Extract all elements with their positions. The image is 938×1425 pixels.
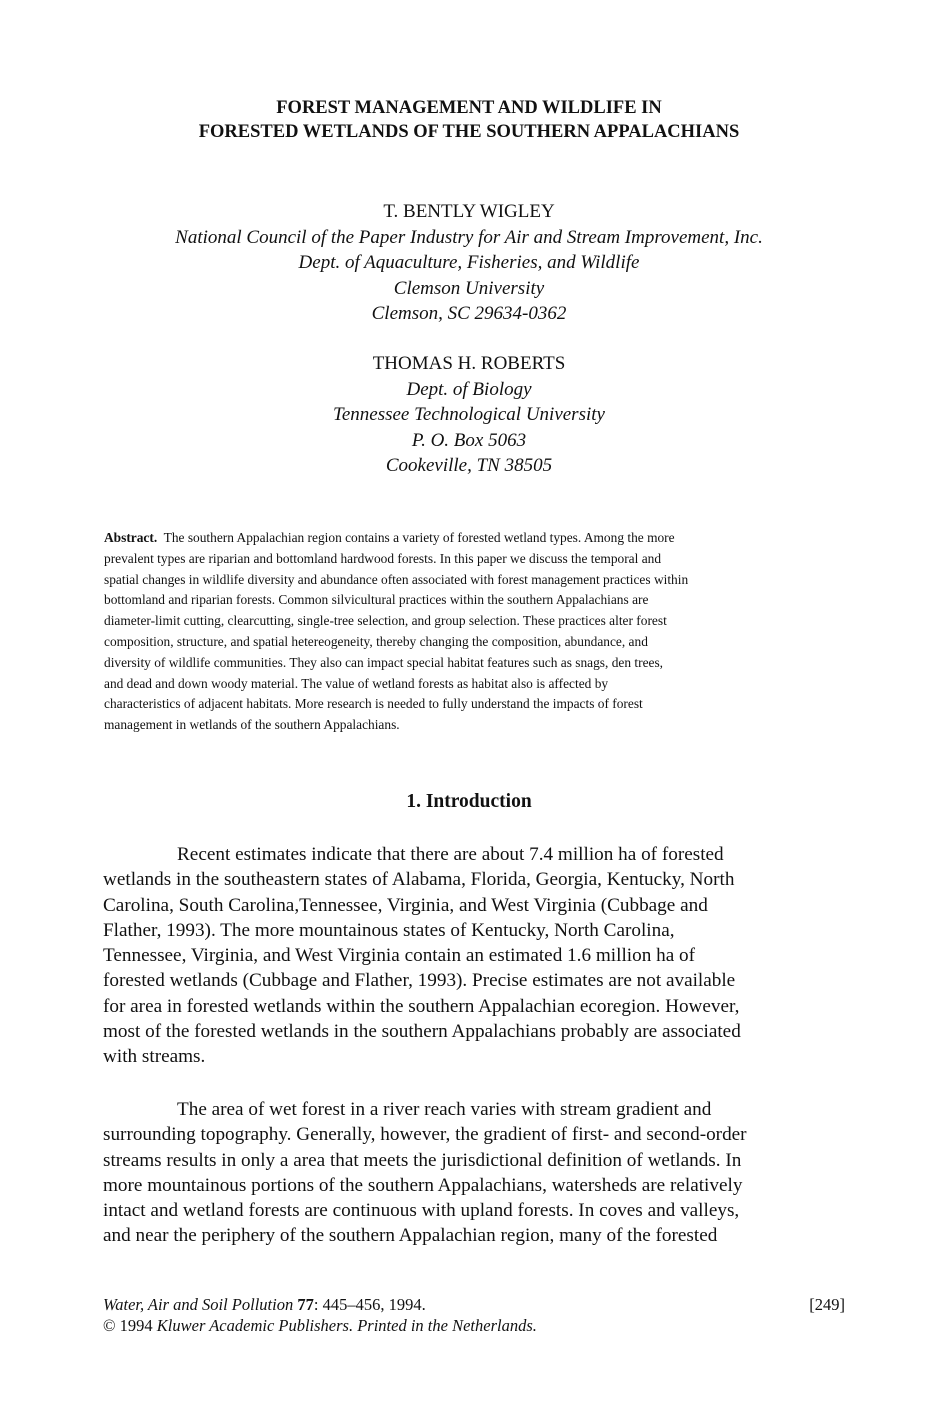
author-affiliation: Clemson University [393,277,545,299]
abstract-text: The southern Appalachian region contains a variety of forested wetland types. Among the more [163,530,675,545]
title-line-1: FOREST MANAGEMENT AND WILDLIFE IN [276,98,662,118]
paragraph-line: and near the periphery of the southern Appalachian region, many of the forested [103,1225,718,1247]
paragraph-line: intact and wetland forests are continuous with upland forests. In coves and valleys, [103,1200,740,1222]
abstract-line: diameter-limit cutting, clearcutting, single-tree selection, and group selection. These practices alter forest [104,613,667,629]
page-footer [103,1294,845,1336]
author-affiliation: Tennessee Technological University [333,404,605,425]
author-affiliation: National Council of the Paper Industry for Air and Stream Improvement, Inc. [175,226,763,248]
title-line-2: FORESTED WETLANDS OF THE SOUTHERN APPALACHIANS [198,122,740,142]
paper-title [0,96,938,144]
paragraph-line: forested wetlands (Cubbage and Flather, 1993). Precise estimates are not available [103,970,736,992]
author-affiliation: Dept. of Aquaculture, Fisheries, and Wildlife [298,252,640,273]
abstract-line: characteristics of adjacent habitats. More research is needed to fully understand the impacts of forest [104,696,643,712]
author-name: THOMAS H. ROBERTS [372,353,566,374]
paragraph-line: most of the forested wetlands in the southern Appalachians probably are associated [103,1021,741,1043]
journal-pages-year: : 445–456, 1994. [313,1295,426,1314]
paragraph-1 [103,842,838,1070]
author-name: T. BENTLY WIGLEY [383,201,555,222]
paragraph-line: wetlands in the southeastern states of Alabama, Florida, Georgia, Kentucky, North [103,869,735,891]
paragraph-line: The area of wet forest in a river reach varies with stream gradient and [177,1099,712,1120]
author-affiliation: P. O. Box 5063 [411,429,527,451]
author-affiliation: Dept. of Biology [406,378,532,400]
abstract-line: diversity of wildlife communities. They also can impact special habitat features such as snags, den trees, [104,654,664,670]
author-block-1 [0,199,938,327]
paragraph-line: streams results in only a area that meets the jurisdictional definition of wetlands. In [103,1149,742,1171]
paragraph-line: Recent estimates indicate that there are about 7.4 million ha of forested [177,844,724,865]
author-affiliation: Cookeville, TN 38505 [385,455,553,476]
paragraph-line: Tennessee, Virginia, and West Virginia contain an estimated 1.6 million ha of [103,945,695,967]
paragraph-line: Flather, 1993). The more mountainous states of Kentucky, North Carolina, [103,919,675,941]
abstract-line: and dead and down woody material. The value of wetland forests as habitat also is affected by [104,675,609,691]
abstract [104,528,844,736]
page-number: [249] [809,1295,845,1314]
author-affiliation: Clemson, SC 29634-0362 [371,303,567,324]
paragraph-2 [103,1097,838,1249]
abstract-line: bottomland and riparian forests. Common silvicultural practices within the southern Appalachians are [104,592,649,608]
paragraph-line: surrounding topography. Generally, however, the gradient of first- and second-order [103,1124,747,1146]
abstract-line [104,528,844,549]
abstract-line: spatial changes in wildlife diversity and abundance often associated with forest management practices within [104,571,689,587]
copyright-notice: © 1994 [103,1316,153,1335]
abstract-label: Abstract. [104,530,158,545]
abstract-line: management in wetlands of the southern Appalachians. [104,717,400,733]
journal-name: Water, Air and Soil Pollution [103,1295,294,1314]
section-heading-introduction: 1. Introduction [406,791,532,812]
abstract-line: prevalent types are riparian and bottomland hardwood forests. In this paper we discuss the temporal and [104,550,662,566]
paragraph-line: with streams. [103,1046,206,1068]
citation-line [103,1294,845,1315]
copyright-line [103,1315,845,1336]
author-block-2 [0,351,938,479]
paragraph-line: for area in forested wetlands within the southern Appalachian ecoregion. However, [103,995,740,1017]
publisher-name: Kluwer Academic Publishers. Printed in the Netherlands. [156,1316,537,1335]
paragraph-line: more mountainous portions of the southern Appalachians, watersheds are relatively [103,1174,743,1196]
abstract-line: composition, structure, and spatial hetereogeneity, thereby changing the composition, abundance, and [104,633,648,649]
journal-volume: 77 [297,1295,314,1314]
paragraph-line: Carolina, South Carolina,Tennessee, Virginia, and West Virginia (Cubbage and [103,894,708,916]
